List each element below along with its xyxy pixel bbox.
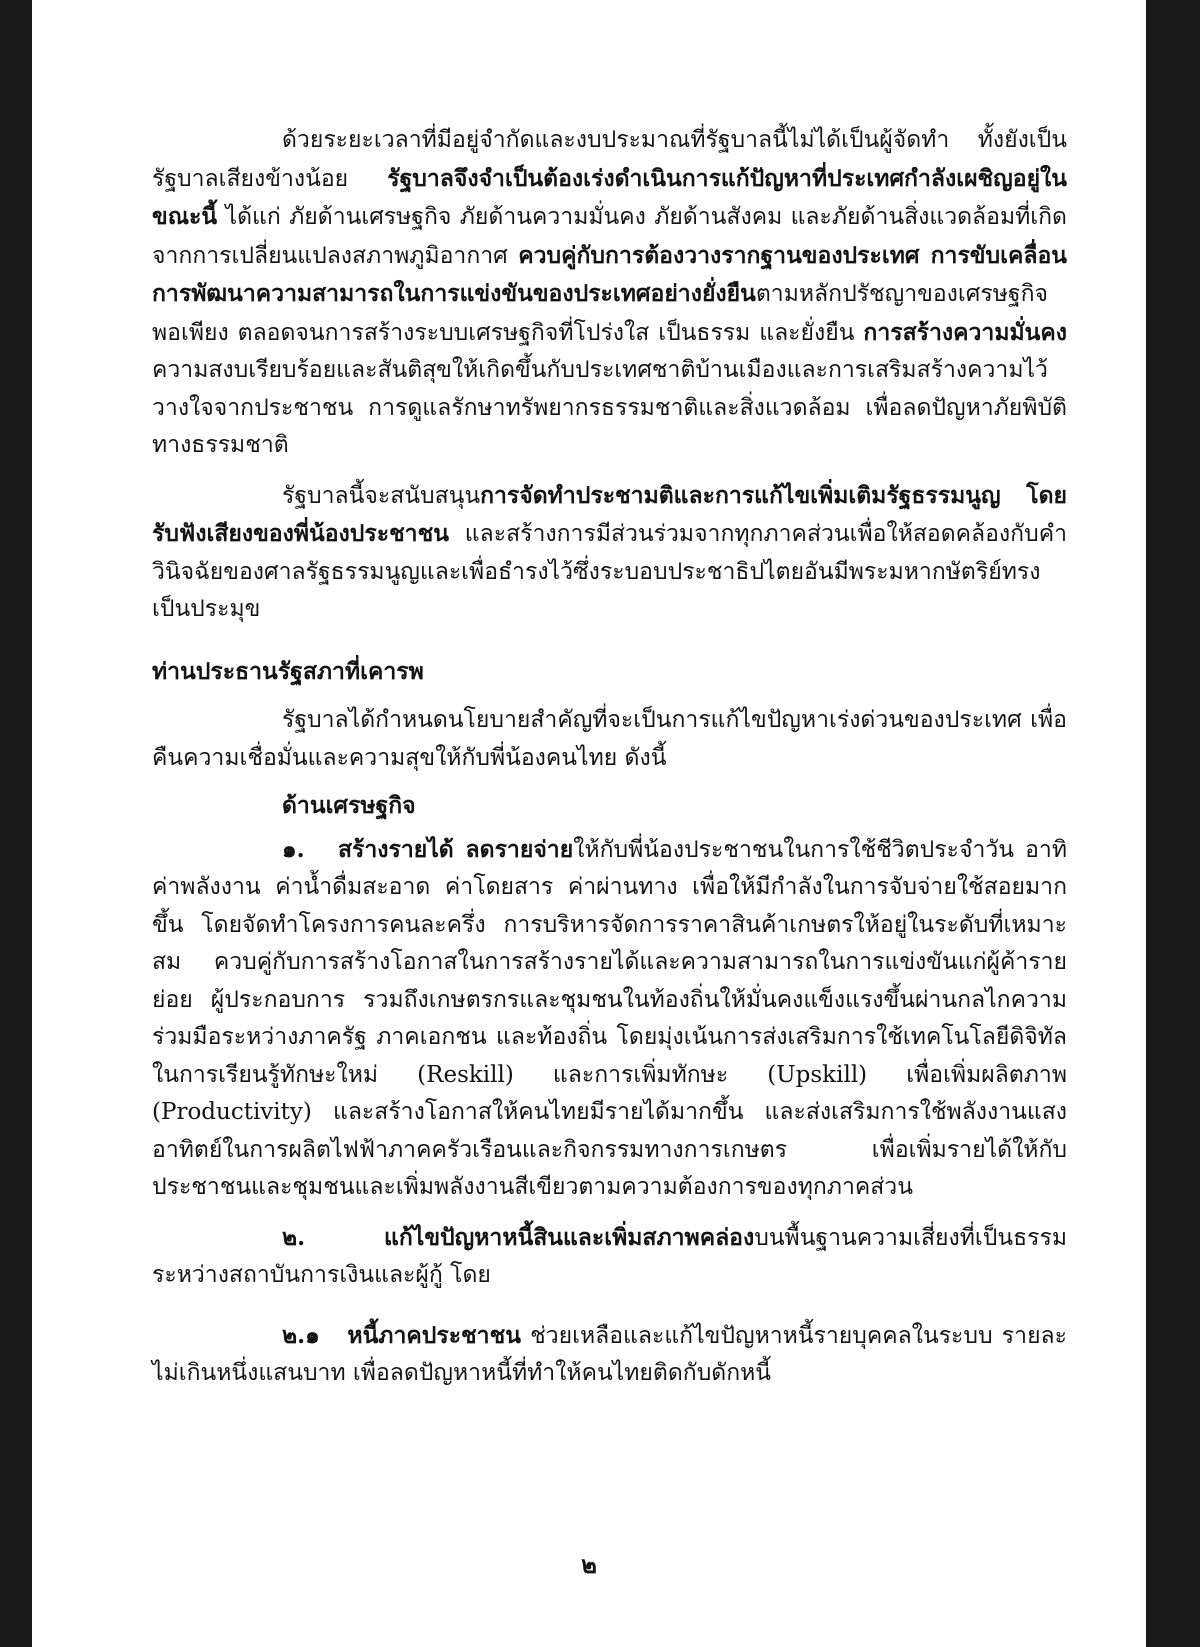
bold-run: สร้างรายได้ ลดรายจ่าย <box>337 835 574 863</box>
text-run: บนพื้นฐานความเสี่ยงที่เป็นธรรมระหว่างสถาบันการเงินและผู้กู้ โดย <box>152 1224 1067 1288</box>
document-page <box>32 0 1146 1647</box>
list-item-2 <box>152 1219 1067 1295</box>
paragraph-constitution <box>152 477 1067 629</box>
list-item-1 <box>152 831 1067 1207</box>
text-run: ความสงบเรียบร้อยและสันติสุขให้เกิดขึ้นกับประเทศชาติบ้านเมืองและการเสริมสร้างความไว้วางใจจากประชาชน การดูแลรักษาทรัพยากรธรรมชาติและสิ่งแวดล้อม เพื่อลดปัญหาภัยพิบัติทางธรรมชาติ <box>152 357 1067 458</box>
text-run: ได้แก่ ภัยด้านเศรษฐกิจ ภัยด้านความมั่นคง ภัยด้านสังคม และภัยด้านสิ่งแวดล้อมที่เกิดจากการเปลี่ยนแปลงสภาพภูมิอากาศ <box>152 204 1067 269</box>
bold-run: การสร้างความมั่นคง <box>863 318 1067 346</box>
bold-run: การจัดทำประชามติและการแก้ไขเพิ่มเติมรัฐธรรมนูญ โดยรับฟังเสียงของพี่น้องประชาชน <box>152 481 1067 547</box>
item-number: ๑. <box>282 835 305 863</box>
bold-run: แก้ไขปัญหาหนี้สินและเพิ่มสภาพคล่อง <box>384 1223 755 1251</box>
bold-run: ควบคู่กับการต้องวางรากฐานของประเทศ การขับเคลื่อนการพัฒนาความสามารถในการแข่งขันของประเทศอย่างยั่งยืน <box>152 241 1068 307</box>
text-run: ช่วยเหลือและแก้ไขปัญหาหนี้รายบุคคลในระบบ รายละไม่เกินหนึ่งแสนบาท เพื่อลดปัญหาหนี้ที่ทำให้คนไทยติดกับดักหนี้ <box>152 1322 1067 1386</box>
text-run: รัฐบาลนี้จะสนับสนุน <box>282 482 481 509</box>
item-number: ๒. <box>282 1223 306 1251</box>
item-number: ๒.๑ <box>282 1321 320 1349</box>
bold-run: รัฐบาลจึงจำเป็นต้องเร่งดำเนินการแก้ปัญหาที่ประเทศกำลังเผชิญอยู่ในขณะนี้ <box>152 164 1067 230</box>
paragraph-policy-intro <box>152 122 1067 465</box>
text-run: ด้วยระยะเวลาที่มีอยู่จำกัดและงบประมาณที่รัฐบาลนี้ไม่ได้เป็นผู้จัดทำ ทั้งยังเป็นรัฐบาลเสียงข้างน้อย <box>152 127 1067 192</box>
bold-run: หนี้ภาคประชาชน <box>347 1321 521 1349</box>
section-heading: ท่านประธานรัฐสภาที่เคารพ <box>152 657 424 685</box>
list-item-2-1 <box>152 1317 1067 1393</box>
paragraph-urgent-policy: รัฐบาลได้กำหนดนโยบายสำคัญที่จะเป็นการแก้ไขปัญหาเร่งด่วนของประเทศ เพื่อคืนความเชื่อมั่นและความสุขให้กับพี่น้องคนไทย ดังนี้ <box>152 707 1067 771</box>
text-run: ให้กับพี่น้องประชาชนในการใช้ชีวิตประจำวัน อาทิ ค่าพลังงาน ค่าน้ำดื่มสะอาด ค่าโดยสาร ค่าผ่านทาง เพื่อให้มีกำลังในการจับจ่ายใช้สอยมากขึ้น โดยจัดทำโครงการคนละครึ่ง การบริหารจัดการราคาสินค้าเกษตรให้อยู่ในระดับที่เหมาะสม ควบคู่กับการสร้างโอกาสในการสร้างรายได้และความสามารถในการแข่งขันแก่ผู้ค้ารายย่อย ผู้ประกอบการ รวมถึงเกษตรกรและชุมชนในท้องถิ่นให้มั่นคงแข็งแรงขึ้นผ่านกลไกความร่วมมือระหว่างภาครัฐ ภาคเอกชน และท้องถิ่น โดยมุ่งเน้นการส่งเสริมการใช้เทคโนโลยีดิจิทัลในการเรียนรู้ทักษะใหม่ (Reskill) และการเพิ่มทักษะ (Upskill) เพื่อเพิ่มผลิตภาพ (Productivity) และสร้างโอกาสให้คนไทยมีรายได้มากขึ้น และส่งเสริมการใช้พลังงานแสงอาทิตย์ในการผลิตไฟฟ้าภาคครัวเรือนและกิจกรรมทางการเกษตร เพื่อเพิ่มรายได้ให้กับประชาชนและชุมชนและเพิ่มพลังงานสีเขียวตามความต้องการของทุกภาคส่วน <box>152 836 1068 1200</box>
document-body <box>152 122 1067 1393</box>
text-run: และสร้างการมีส่วนร่วมจากทุกภาคส่วนเพื่อให้สอดคล้องกับคำวินิจฉัยของศาลรัฐธรรมนูญและเพื่อธำรงไว้ซึ่งระบอบประชาธิปไตยอันมีพระมหากษัตริย์ทรงเป็นประมุข <box>152 521 1067 622</box>
subsection-heading-economy: ด้านเศรษฐกิจ <box>282 792 416 819</box>
page-number: ๒ <box>581 1550 597 1579</box>
text-run: ตามหลักปรัชญาของเศรษฐกิจพอเพียง ตลอดจนการสร้างระบบเศรษฐกิจที่โปร่งใส เป็นธรรม และยั่งยืน <box>152 281 1048 346</box>
